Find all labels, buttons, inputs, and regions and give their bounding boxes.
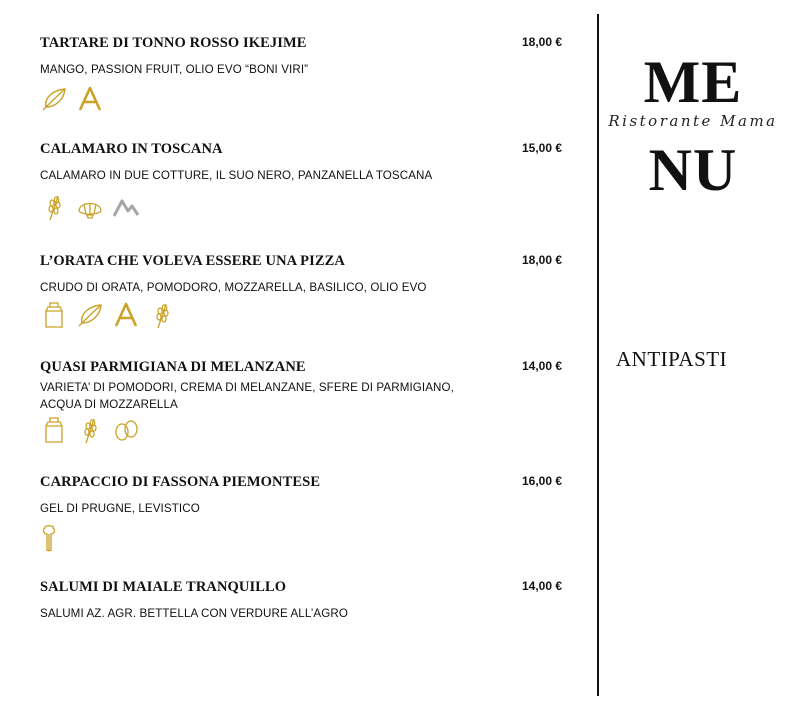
letter-a-icon [76,85,104,113]
dish-name: TARTARE DI TONNO ROSSO IKEJIME [40,35,307,51]
wheat-icon [148,301,176,329]
dish-name: CARPACCIO DI FASSONA PIEMONTESE [40,474,321,490]
dish-price: 14,00 € [522,579,563,593]
wheat-icon [40,193,68,221]
wheat-icon [76,416,104,444]
dish-name: SALUMI DI MAIALE TRANQUILLO [40,579,287,595]
dish-price: 16,00 € [522,474,563,488]
vertical-divider [597,14,599,696]
dish-name: CALAMARO IN TOSCANA [40,141,223,157]
dish-description: CALAMARO IN DUE COTTURE, IL SUO NERO, PANZANELLA TOSCANA [40,169,433,182]
dish-description: GEL DI PRUGNE, LEVISTICO [40,502,200,515]
milk-carton-icon [40,301,68,329]
celery-icon [40,524,58,552]
mountain-icon [112,193,140,221]
restaurant-name: Ristorante Mama [608,112,778,130]
allergen-icons [40,524,58,552]
dish-price: 18,00 € [522,35,563,49]
section-title: ANTIPASTI [616,347,728,371]
dish-price: 14,00 € [522,359,563,373]
eggs-icon [112,416,140,444]
allergen-icons [40,301,176,329]
menu-title-bottom: NU [648,137,738,203]
allergen-icons [40,416,140,444]
letter-a-icon [112,301,140,329]
dish-price: 15,00 € [522,141,563,155]
menu-title-top: ME [643,49,743,115]
shell-icon [76,193,104,221]
dish-name: QUASI PARMIGIANA DI MELANZANE [40,359,306,375]
dish-description: SALUMI AZ. AGR. BETTELLA CON VERDURE ALL’AGRO [40,607,348,620]
leaf-icon [76,301,104,329]
dish-description: VARIETA’ DI POMODORI, CREMA DI MELANZANE, SFERE DI PARMIGIANO, ACQUA DI MOZZARELLA [40,381,454,411]
dish-description: MANGO, PASSION FRUIT, OLIO EVO “BONI VIRI” [40,63,309,76]
allergen-icons [40,193,140,221]
allergen-icons [40,85,104,113]
milk-carton-icon [40,416,68,444]
leaf-icon [40,85,68,113]
dish-price: 18,00 € [522,253,563,267]
dish-description: CRUDO DI ORATA, POMODORO, MOZZARELLA, BASILICO, OLIO EVO [40,281,427,294]
dish-name: L’ORATA CHE VOLEVA ESSERE UNA PIZZA [40,253,345,269]
